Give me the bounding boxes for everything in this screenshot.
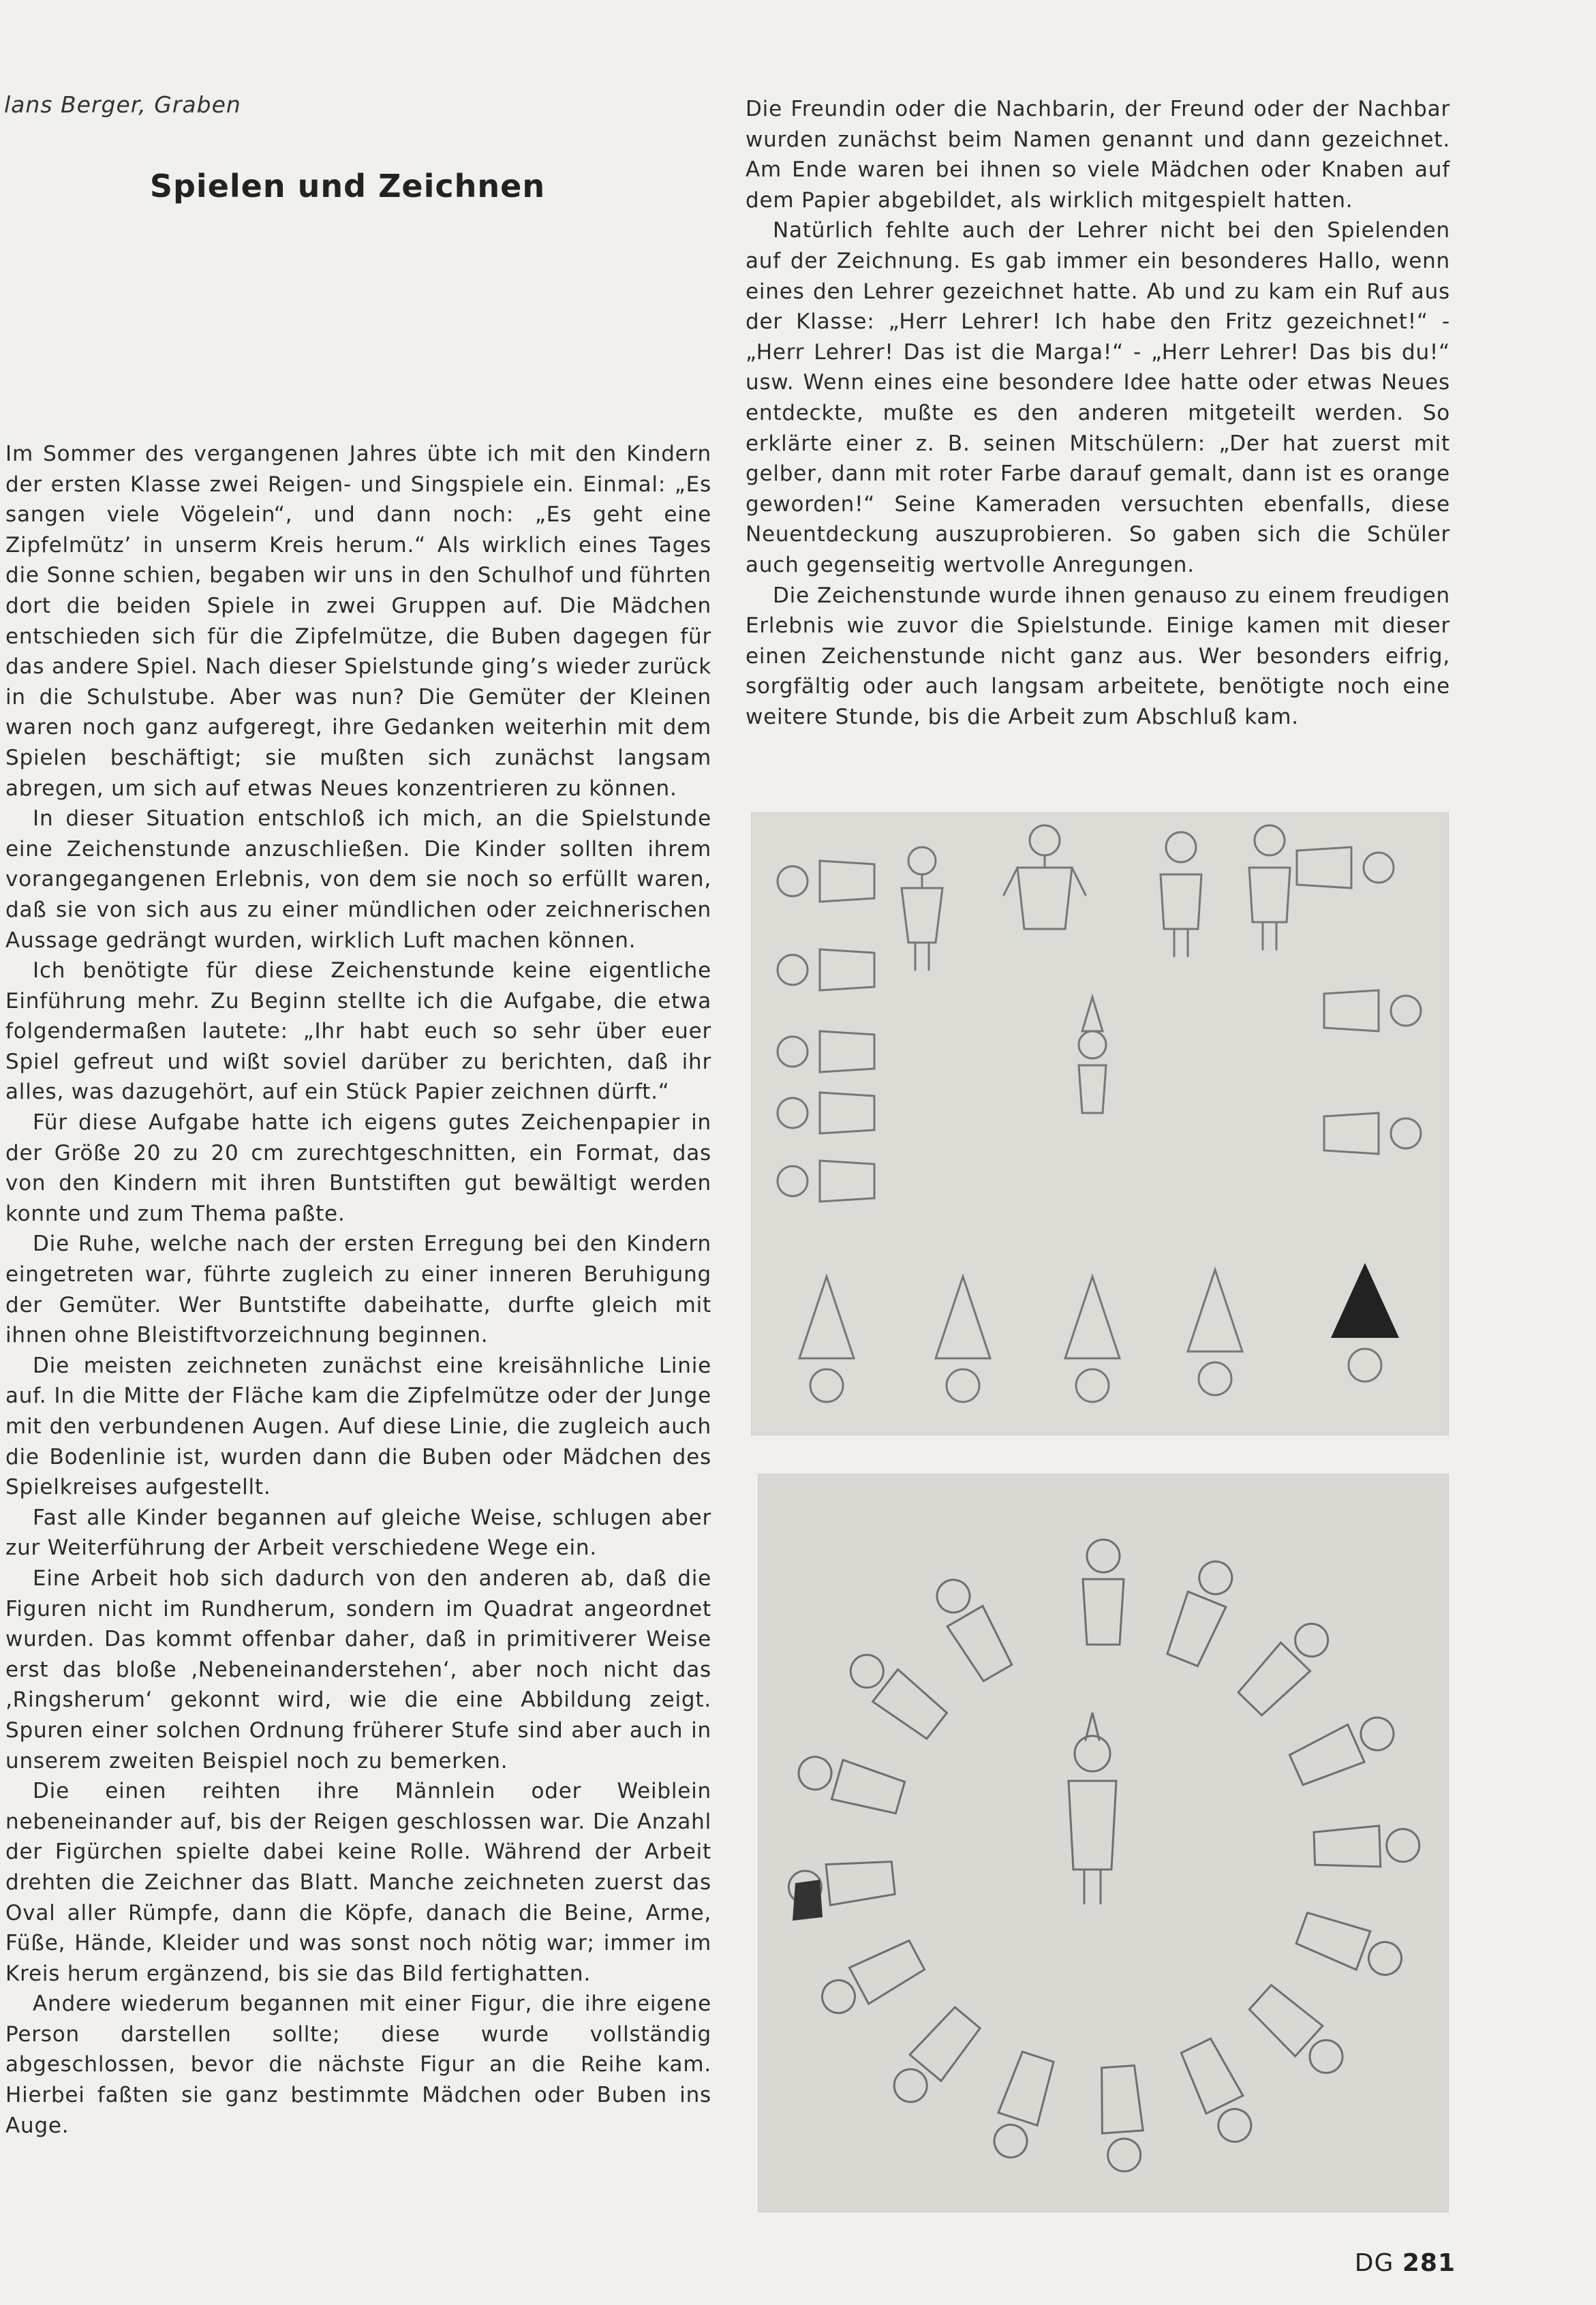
paragraph: Eine Arbeit hob sich dadurch von den anderen ab, daß die Figuren nicht im Rundherum, sondern im Quadrat angeordnet wurden. Das kommt offenbar daher, daß in primitiverer Weise erst das bloße ‚Nebeneinanderstehen‘, aber noch nicht das ‚Ringsherum‘ gekonnt wird, wie die eine Abbildung zeigt. Spuren einer solchen Ordnung früherer Stufe sind aber auch in unserem zweiten Beispiel noch zu bemerken.	[5, 1566, 711, 1773]
article-title: Spielen und Zeichnen	[149, 168, 546, 204]
journal-abbreviation: DG	[1354, 2249, 1394, 2277]
children-drawing-square-image	[751, 812, 1449, 1435]
paragraph: Die einen reihten ihre Männlein oder Weiblein nebeneinander auf, bis der Reigen geschlossen war. Die Anzahl der Figürchen spielte dabei keine Rolle. Während der Arbeit drehten die Zeichner das Blatt. Manche zeichneten zuerst das Oval aller Rümpfe, dann die Köpfe, danach die Beine, Arme, Füße, Hände, Kleider und was sonst noch nötig war; immer im Kreis herum ergänzend, bis sie das Bild fertighatten.	[5, 1779, 711, 1986]
paragraph: Für diese Aufgabe hatte ich eigens gutes Zeichenpapier in der Größe 20 zu 20 cm zurechtgeschnitten, ein Format, das von den Kindern mit ihren Buntstiften gut bewältigt werden konnte und zum Thema paßte.	[5, 1110, 711, 1226]
paragraph: Die Freundin oder die Nachbarin, der Freund oder der Nachbar wurden zunächst beim Namen genannt und dann gezeichnet. Am Ende waren bei ihnen so viele Mädchen oder Knaben auf dem Papier abgebildet, als wirklich mitgespielt hatten.	[746, 97, 1450, 213]
page-footer	[1355, 2249, 1456, 2277]
paragraph: Die meisten zeichneten zunächst eine kreisähnliche Linie auf. In die Mitte der Fläche kam die Zipfelmütze oder der Junge mit den verbundenen Augen. Auf diese Linie, die zugleich auch die Bodenlinie ist, wurden dann die Buben oder Mädchen des Spielkreises aufgestellt.	[5, 1353, 711, 1500]
left-text-column	[0, 439, 711, 2141]
paragraph: In dieser Situation entschloß ich mich, an die Spielstunde eine Zeichenstunde anzuschließen. Die Kinder sollten ihrem vorangegangenen Erlebnis, von dem sie noch so erfüllt waren, daß sie von sich aus zu einer mündlichen oder zeichnerischen Aussage gedrängt wurden, wirklich Luft machen können.	[5, 806, 711, 953]
page-number: 281	[1402, 2249, 1456, 2277]
paragraph: Fast alle Kinder begannen auf gleiche Weise, schlugen aber zur Weiterführung der Arbeit verschiedene Wege ein.	[5, 1505, 711, 1561]
paragraph: Die Zeichenstunde wurde ihnen genauso zu einem freudigen Erlebnis wie zuvor die Spielstunde. Einige kamen mit dieser einen Zeichenstunde nicht ganz aus. Wer besonders eifrig, sorgfältig oder auch langsam arbeitete, benötigte noch eine weitere Stunde, bis die Arbeit zum Abschluß kam.	[746, 583, 1450, 729]
paragraph: Die Ruhe, welche nach der ersten Erregung bei den Kindern eingetreten war, führte zugleich zu einer inneren Beruhigung der Gemüter. Wer Buntstifte dabeihatte, durfte gleich mit ihnen ohne Bleistiftvorzeichnung beginnen.	[5, 1232, 711, 1348]
paragraph: Andere wiederum begannen mit einer Figur, die ihre eigene Person darstellen sollte; diese wurde vollständig abgeschlossen, bevor die nächste Figur an die Reihe kam. Hierbei faßten sie ganz bestimmte Mädchen oder Buben ins Auge.	[5, 1991, 711, 2138]
right-text-column	[746, 94, 1450, 732]
paragraph: Natürlich fehlte auch der Lehrer nicht bei den Spielenden auf der Zeichnung. Es gab immer ein besonderes Hallo, wenn eines den Lehrer gezeichnet hatte. Ab und zu kam ein Ruf aus der Klasse: „Herr Lehrer! Ich habe den Fritz gezeichnet!“ - „Herr Lehrer! Das ist die Marga!“ - „Herr Lehrer! Das bis du!“ usw. Wenn eines eine besondere Idee hatte oder etwas Neues entdeckte, mußte es den anderen mitgeteilt werden. So erklärte einer z. B. seinen Mitschülern: „Der hat zuerst mit gelber, dann mit roter Farbe darauf gemalt, dann ist es orange geworden!“ Seine Kameraden versuchten ebenfalls, diese Neuentdeckung auszuprobieren. So gaben sich die Schüler auch gegenseitig wertvolle Anregungen.	[746, 218, 1450, 577]
paragraph: Ich benötigte für diese Zeichenstunde keine eigentliche Einführung mehr. Zu Beginn stellte ich die Aufgabe, die etwa folgendermaßen lautete: „Ihr habt euch so sehr über euer Spiel gefreut und wißt soviel darüber zu berichten, daß ihr alles, was dazugehört, auf ein Stück Papier zeichnen dürft.“	[5, 958, 711, 1105]
children-drawing-circle-image	[758, 1474, 1449, 2212]
author-line: lans Berger, Graben	[4, 91, 241, 118]
paragraph: Im Sommer des vergangenen Jahres übte ich mit den Kindern der ersten Klasse zwei Reigen- und Singspiele ein. Einmal: „Es sangen viele Vögelein“, und dann noch: „Es geht eine Zipfelmütz’ in unserm Kreis herum.“ Als wirklich eines Tages die Sonne schien, begaben wir uns in den Schulhof und führten dort die beiden Spiele in zwei Gruppen auf. Die Mädchen entschieden sich für die Zipfelmütze, die Buben dagegen für das andere Spiel. Nach dieser Spielstunde ging’s wieder zurück in die Schulstube. Aber was nun? Die Gemüter der Kleinen waren noch ganz aufgeregt, ihre Gedanken weiterhin mit dem Spielen beschäftigt; sie mußten sich zunächst langsam abregen, um sich auf etwas Neues konzentrieren zu können.	[5, 442, 711, 801]
